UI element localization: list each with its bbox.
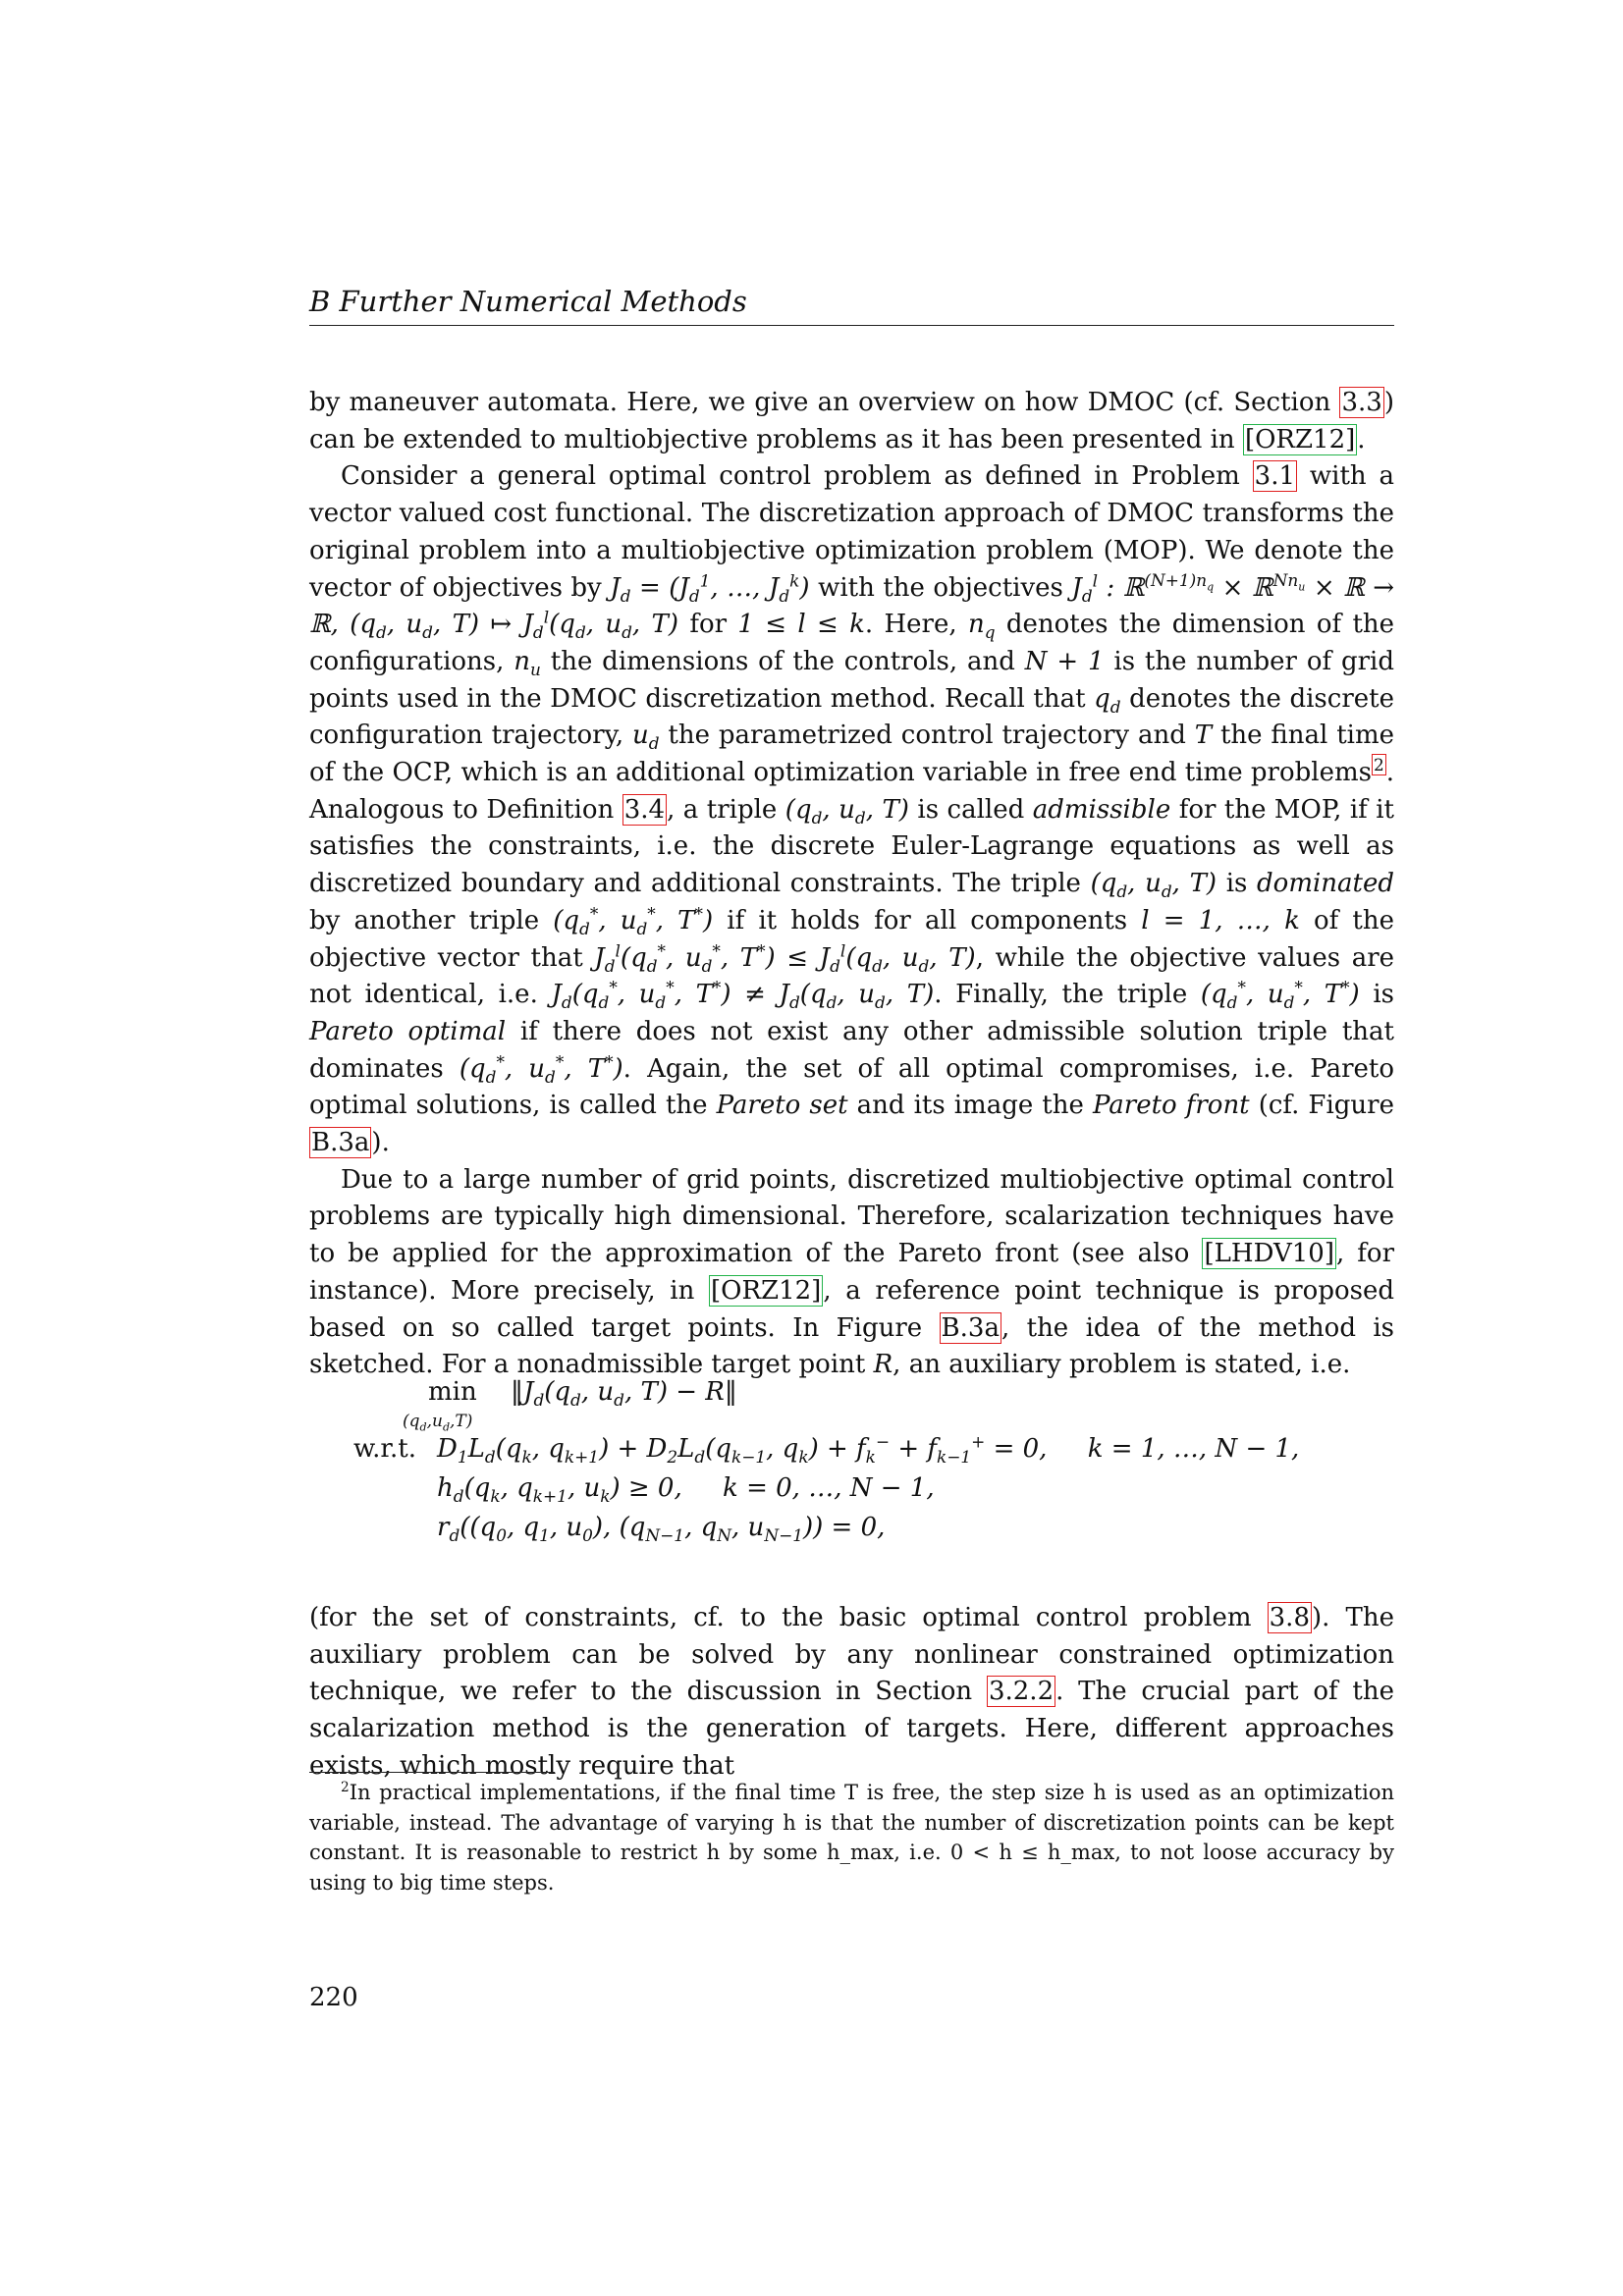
wrt-label: w.r.t.: [353, 1434, 416, 1464]
citation-link[interactable]: [LHDV10]: [1204, 1239, 1334, 1269]
main-text-continued: [309, 1600, 1394, 1786]
figure-ref-link[interactable]: B.3a: [941, 1312, 1000, 1343]
page-number: 220: [309, 1983, 358, 2012]
min-subscript: $(q_d,u_d,T)$: [403, 1412, 473, 1434]
footnote-number: 2: [341, 1780, 350, 1795]
equation-constraint-row: [353, 1429, 1394, 1468]
citation-link[interactable]: [ORZ12]: [710, 1275, 822, 1306]
equation-constraint-1: $D_1L_d(q_k$, $q_{k+1}) + D_2L_d(q_{k-1}$, $q_k) + f_k^- + f_{k-1}^+ = 0$, k = 1, …, N − 1,: [437, 1431, 1300, 1468]
equation-constraint-3: $r_d((q_0$, $q_1$, $u_0$), ($q_{N-1}$, $q_N$, $u_{N-1})) = 0$,: [437, 1513, 886, 1546]
footnote-rule: [309, 1772, 555, 1773]
header-rule: [309, 325, 1394, 326]
problem-ref-link[interactable]: 3.1: [1254, 461, 1296, 492]
problem-ref-link[interactable]: 3.8: [1269, 1603, 1310, 1632]
equation-constraint-row: [353, 1508, 1394, 1547]
figure-ref-link[interactable]: B.3a: [311, 1128, 370, 1158]
footnote-marker-link[interactable]: 2: [1373, 755, 1384, 775]
section-ref-link[interactable]: 3.2.2: [988, 1677, 1055, 1707]
equation-constraint-row: [353, 1468, 1394, 1508]
running-header: B Further Numerical Methods: [309, 285, 747, 318]
math-objective-vector: $J_d = (J_d^1$, …, $J_d^k$): [610, 569, 810, 606]
paragraph-3: Due to a large number of grid points, discretized multiobjective optimal control problems are typically high dimensional. Therefore, scalarization techniques have to be applied for the approximation of the Pareto front (see also [LHDV10], for instance). More precisely, in [ORZ12], a reference point technique is proposed based on so called target points. In Figure B.3a, the idea of the method is sketched. For a nonadmissible target point R, an auxiliary problem is stated, i.e.: [309, 1164, 1395, 1380]
equation-objective-row: [353, 1372, 1394, 1434]
math-objective-map: $J_d^l$ : ℝ$^{(N+1)n_q}$ × ℝ$^{Nn_u}$ × ℝ → ℝ, ($q_d$, $u_d$, T) ↦ $J_d^l(q_d$, $u_d$, T): [309, 569, 1394, 643]
equation-objective: $‖J_d(q_d$, $u_d$, T) − R‖: [511, 1377, 737, 1411]
footnote: [309, 1778, 1394, 1897]
definition-ref-link[interactable]: 3.4: [623, 794, 666, 825]
footnote-text: In practical implementations, if the final time T is free, the step size h is used as an optimization variable, instead. The advantage of varying h is that the number of discretization points can be kept constant. It is reasonable to restrict h by some h_max, i.e. 0 < h ≤ h_max, to not loose accuracy by using to big time steps.: [309, 1781, 1394, 1895]
min-operator: min: [428, 1377, 477, 1407]
paragraph-1: by maneuver automata. Here, we give an overview on how DMOC (cf. Section 3.3) can be extended to multiobjective problems as it has been presented in [ORZ12].: [309, 388, 1394, 454]
auxiliary-problem-equation: [353, 1372, 1394, 1547]
citation-link[interactable]: [ORZ12]: [1244, 424, 1356, 454]
section-ref-link[interactable]: 3.3: [1341, 388, 1382, 417]
main-text: [309, 385, 1394, 1384]
paragraph-4: (for the set of constraints, cf. to the basic optimal control problem 3.8). The auxiliary problem can be solved by any nonlinear constrained optimization technique, we refer to the discussion in Section 3.2.2. The crucial part of the scalarization method is the generation of targets. Here, different approaches exists, which mostly require that: [309, 1603, 1394, 1781]
paragraph-2: Consider a general optimal control problem as defined in Problem 3.1 with a vector valued cost functional. The discretization approach of DMOC transforms the original problem into a multiobjective optimization problem (MOP). We denote the vector of objectives by $J_d = (J_d^1$, …, $J_d^k$) with the objectives $J_d^l$ : ℝ$^{(N+1)n_q}$ × ℝ$^{Nn_u}$ × ℝ → ℝ, ($q_d$, $u_d$, T) ↦ $J_d^l(q_d$, $u_d$, T) for 1 ≤ l ≤ k. Here, $n_q$ denotes the dimension of the configurations, $n_u$ the dimensions of the controls, and N + 1 is the number of grid points used in the DMOC discretization method. Recall that $q_d$ denotes the discrete configuration trajectory, $u_d$ the parametrized control trajectory and T the final time of the OCP, which is an additional optimization variable in free end time problems $^2$. Analogous to Definition 3.4, a triple ($q_d$, $u_d$, T) is called admissible for the MOP, if it satisfies the constraints, i.e. the discrete Euler-Lagrange equations as well as discretized boundary and additional constraints. The triple ($q_d$, $u_d$, T) is dominated by another triple ($q_d^*$, $u_d^*$, T*) if it holds for all components l = 1, …, k of the objective vector that $J_d^l(q_d^*$, $u_d^*$, $T^*) \le J_d^l(q_d$, $u_d$, T), while the objective values are not identical, i.e. $J_d(q_d^*$, $u_d^*$, $T^*) \ne J_d(q_d$, $u_d$, T). Finally, the triple ($q_d^*$, $u_d^*$, T*) is Pareto optimal if there does not exist any other admissible solution triple that dominates ($q_d^*$, $u_d^*$, T*). Again, the set of all optimal compromises, i.e. Pareto optimal solutions, is called the Pareto set and its image the Pareto front (cf. Figure B.3a).: [309, 461, 1395, 1158]
equation-constraint-2: $h_d(q_k$, $q_{k+1}$, $u_k) \ge 0$, k = 0, …, N − 1,: [437, 1473, 935, 1507]
